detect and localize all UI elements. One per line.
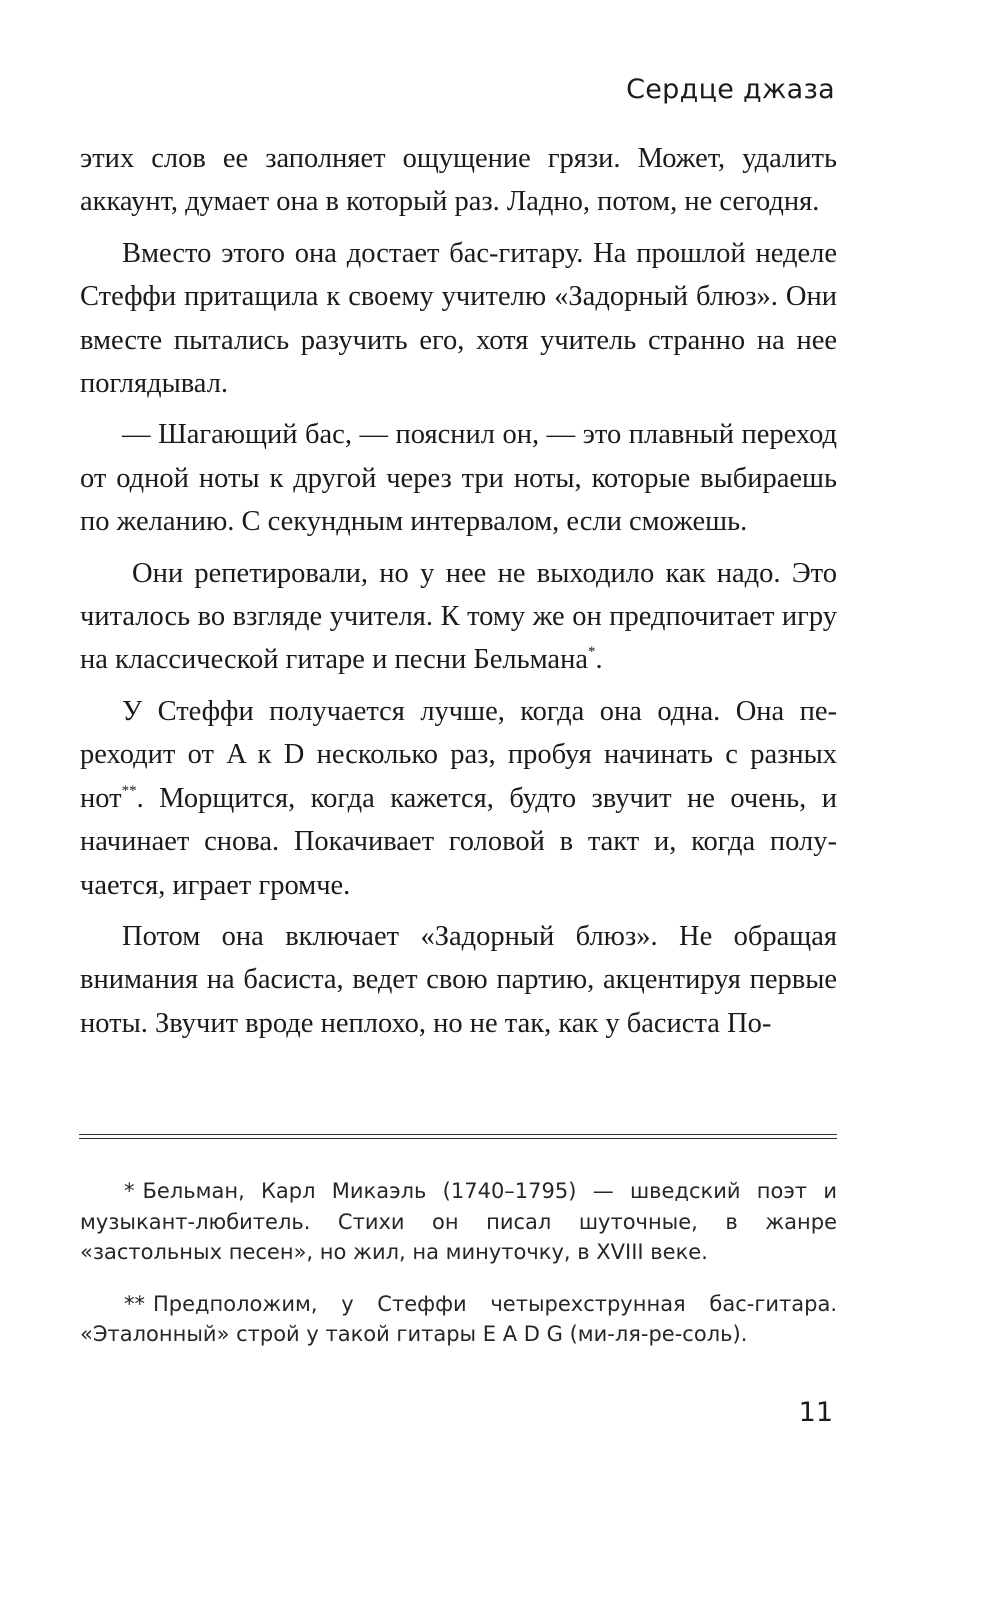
paragraph-2: Вместо этого она достает бас-гитару. На прошлой неделе Стеффи притащила к своему учителю «Задорный блюз». Они вместе пытались разучить его, хотя учитель странно на нее поглядывал. xyxy=(80,237,837,400)
running-head: Сердце джаза xyxy=(626,74,835,105)
footnote-2-text: Предположим, у Стеффи четырехструнная бас-гитара. «Эталонный» строй у такой гитары E A D G (ми-ля-ре-соль). xyxy=(80,1291,837,1346)
footnote-1-mark: * xyxy=(124,1179,135,1203)
footnote-ref-1[interactable]: * xyxy=(587,644,596,661)
page-number: 11 xyxy=(798,1397,833,1428)
paragraph-4 xyxy=(80,552,837,682)
footnote-1-text: Бельман, Карл Микаэль (1740–1795) — шведский поэт и музыкант-любитель. Стихи он писал шуточные, в жанре «застольных песен», но жил, на минуточку, в XVIII веке. xyxy=(80,1179,837,1264)
paragraph-6: Потом она включает «Задорный блюз». Не обращая внимания на басиста, ведет свою партию, акцентируя первые ноты. Звучит вроде неплохо, но не так, как у басиста По- xyxy=(80,920,837,1039)
footnote-2 xyxy=(80,1289,837,1350)
paragraph-1: этих слов ее заполняет ощущение грязи. Может, удалить аккаунт, думает она в который раз. Ладно, потом, не сегодня. xyxy=(80,143,837,218)
body-text xyxy=(80,137,837,1045)
paragraph-5-end: . Морщится, когда кажется, будто звучит не очень, и начинает снова. Покачивает головой в такт и, когда получается, играет громче. xyxy=(80,782,837,901)
paragraph-4-text: Они репетировали, но у нее не выходило как надо. Это читалось во взгляде учителя. К тому же он предпочитает игру на классической гитаре и песни Бельмана xyxy=(80,557,837,676)
footnote-2-mark: ** xyxy=(124,1291,145,1316)
footnote-separator xyxy=(79,1134,837,1139)
footnotes xyxy=(80,1176,837,1350)
paragraph-3: — Шагающий бас, — пояснил он, — это плавный переход от одной ноты к другой через три ноты, которые выбираешь по желанию. С секундным интервалом, если сможешь. xyxy=(80,419,837,538)
footnote-1 xyxy=(80,1176,837,1268)
paragraph-5 xyxy=(80,690,837,907)
paragraph-5-text: У Стеффи получается лучше, когда она одна. Она переходит от A к D несколько раз, пробуя начинать с разных нот xyxy=(80,695,837,814)
paragraph-4-end: . xyxy=(595,644,603,676)
footnote-ref-2[interactable]: ** xyxy=(121,782,137,799)
